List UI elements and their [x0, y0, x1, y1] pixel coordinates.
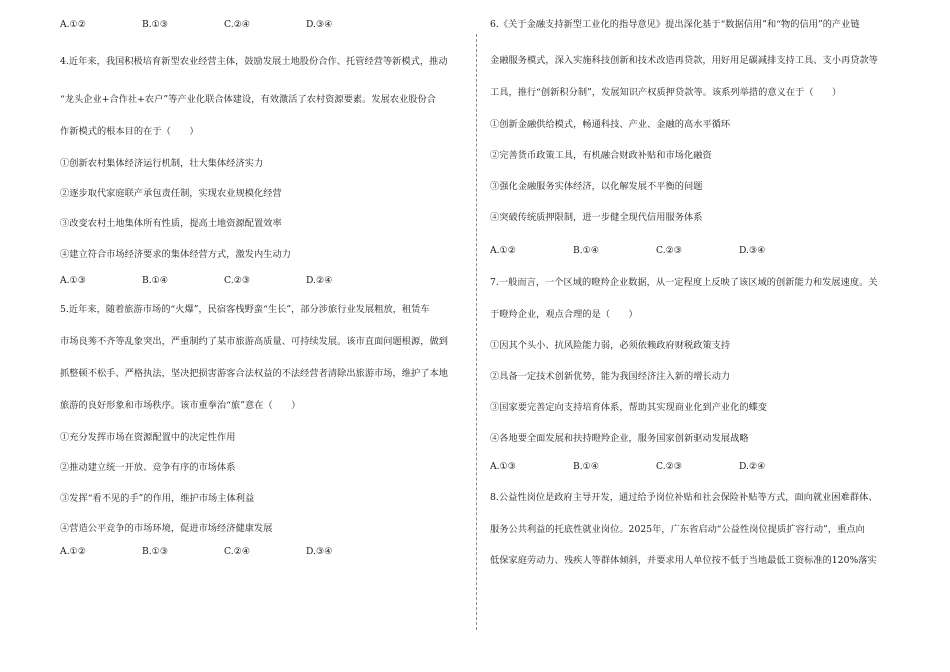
option-a[interactable]: A.①② — [60, 19, 87, 30]
question-stem-line: 于瞪羚企业，观点合理的是（ ） — [490, 309, 638, 320]
statement-item: ④营造公平竞争的市场环境，促进市场经济健康发展 — [60, 523, 273, 534]
option-a[interactable]: A.①② — [60, 546, 87, 557]
option-d[interactable]: D.③④ — [306, 546, 333, 557]
statement-item: ②逐步取代家庭联产承包责任制，实现农业规模化经营 — [60, 188, 282, 199]
option-a[interactable]: A.①② — [490, 245, 517, 256]
option-c[interactable]: C.②③ — [656, 461, 683, 472]
question-stem-line: 工具，推行“创新积分制”，发展知识产权质押贷款等。该系列举措的意义在于（ ） — [490, 87, 842, 98]
statement-item: ④突破传统质押限制，进一步健全现代信用服务体系 — [490, 212, 703, 223]
statement-item: ②推动建立统一开放、竞争有序的市场体系 — [60, 462, 236, 473]
option-d[interactable]: D.③④ — [739, 245, 766, 256]
option-a[interactable]: A.①③ — [490, 461, 517, 472]
option-c[interactable]: C.②③ — [656, 245, 683, 256]
q3-options — [60, 19, 470, 31]
statement-item: ④各地要全面发展和扶持瞪羚企业，服务国家创新驱动发展战略 — [490, 433, 749, 444]
question-stem-line: 服务公共利益的托底性就业岗位。2025年，广东省启动“公益性岗位提质扩容行动”，重点向 — [490, 524, 865, 535]
option-b[interactable]: B.①④ — [573, 245, 600, 256]
option-d[interactable]: D.②④ — [306, 275, 333, 286]
statement-item: ③强化金融服务实体经济，以化解发展不平衡的问题 — [490, 181, 703, 192]
statement-item: ①创新金融供给模式，畅通科技、产业、金融的高水平循环 — [490, 119, 731, 130]
option-b[interactable]: B.①④ — [573, 461, 600, 472]
column-divider — [476, 34, 477, 630]
q7-options — [490, 461, 908, 473]
q5-options — [60, 546, 470, 558]
question-stem-line: 5.近年来，随着旅游市场的“火爆”，民宿客栈野蛮“生长”，部分涉旅行业发展粗放，租赁车 — [60, 304, 430, 315]
statement-item: ②具备一定技术创新优势，能为我国经济注入新的增长动力 — [490, 371, 731, 382]
question-stem-line: 7.一般而言，一个区域的瞪羚企业数据，从一定程度上反映了该区域的创新能力和发展速度。关 — [490, 277, 878, 288]
option-c[interactable]: C.②④ — [224, 546, 251, 557]
statement-item: ③发挥“看不见的手”的作用，维护市场主体利益 — [60, 493, 255, 504]
option-b[interactable]: B.①④ — [142, 275, 169, 286]
statement-item: ①因其个头小、抗风险能力弱，必须依赖政府财税政策支持 — [490, 340, 731, 351]
q6-options — [490, 245, 908, 257]
question-stem-line: 低保家庭劳动力、残疾人等群体倾斜，并要求用人单位按不低于当地最低工资标准的120%落实 — [490, 555, 877, 566]
statement-item: ①充分发挥市场在资源配置中的决定性作用 — [60, 432, 236, 443]
option-b[interactable]: B.①③ — [142, 19, 169, 30]
option-d[interactable]: D.③④ — [306, 19, 333, 30]
question-stem-line: 金融服务模式，深入实施科技创新和技术改造再贷款，用好用足碳减排支持工具、支小再贷款等 — [490, 55, 878, 66]
question-stem-line: 6.《关于金融支持新型工业化的指导意见》提出深化基于“数据信用”和“物的信用”的产业链 — [490, 19, 860, 30]
option-a[interactable]: A.①③ — [60, 275, 87, 286]
question-stem-line: 4.近年来，我国积极培育新型农业经营主体，鼓励发展土地股份合作、托管经营等新模式，推动 — [60, 56, 448, 67]
question-stem-line: 8.公益性岗位是政府主导开发，通过给予岗位补贴和社会保险补贴等方式，面向就业困难群体、 — [490, 492, 878, 503]
question-stem-line: 抓整顿不松手、严格执法，坚决把损害游客合法权益的不法经营者清除出旅游市场，维护了本地 — [60, 368, 448, 379]
option-c[interactable]: C.②④ — [224, 19, 251, 30]
question-stem-line: “龙头企业+合作社+农户”等产业化联合体建设，有效激活了农村资源要素。发展农业股份合 — [60, 94, 437, 105]
statement-item: ④建立符合市场经济要求的集体经营方式，激发内生动力 — [60, 249, 291, 260]
q4-options — [60, 275, 470, 287]
statement-item: ③改变农村土地集体所有性质，提高土地资源配置效率 — [60, 218, 282, 229]
option-d[interactable]: D.②④ — [739, 461, 766, 472]
question-stem-line: 旅游的良好形象和市场秩序。该市重拳治“旅”意在（ ） — [60, 400, 301, 411]
statement-item: ③国家要完善定向支持培育体系，帮助其实现商业化到产业化的蝶变 — [490, 402, 768, 413]
statement-item: ②完善货币政策工具，有机融合财政补贴和市场化融资 — [490, 150, 712, 161]
question-stem-line: 市场良莠不齐等乱象突出，严重制约了某市旅游高质量、可持续发展。该市直面问题根源，做到 — [60, 336, 448, 347]
question-stem-line: 作新模式的根本目的在于（ ） — [60, 126, 199, 137]
option-b[interactable]: B.①③ — [142, 546, 169, 557]
option-c[interactable]: C.②③ — [224, 275, 251, 286]
statement-item: ①创新农村集体经济运行机制，壮大集体经济实力 — [60, 158, 264, 169]
